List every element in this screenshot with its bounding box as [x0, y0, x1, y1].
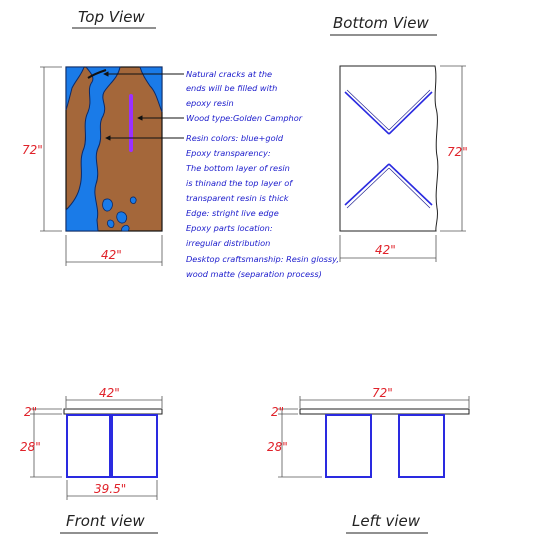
bottom-width-label: 42" — [375, 243, 396, 257]
brace-upper — [345, 90, 432, 134]
front-tabletop — [64, 409, 162, 414]
note-line: epoxy resin — [186, 98, 234, 108]
note-line: The bottom layer of resin — [186, 163, 290, 173]
top-view — [22, 8, 184, 266]
top-view-title: Top View — [78, 8, 145, 26]
note-line: Edge: stright live edge — [186, 208, 279, 218]
note-line: wood matte (separation process) — [186, 269, 322, 279]
left-view — [267, 386, 469, 533]
front-height-label: 28" — [20, 440, 41, 454]
bottom-length-label: 72" — [447, 145, 468, 159]
bottom-view — [330, 14, 468, 262]
left-leg-left — [326, 415, 371, 477]
left-leg-right — [399, 415, 444, 477]
left-view-title: Left view — [352, 512, 421, 530]
brace-lower — [345, 164, 432, 208]
top-length-label: 72" — [22, 143, 43, 157]
left-tabletop — [300, 409, 469, 414]
note-line: irregular distribution — [186, 238, 271, 248]
front-thickness-label: 2" — [24, 405, 38, 419]
front-leg-right — [112, 415, 157, 477]
left-thickness-label: 2" — [271, 405, 285, 419]
front-base-label: 39.5" — [94, 482, 127, 496]
front-width-label: 42" — [99, 386, 120, 400]
note-line: is thinand the top layer of — [186, 178, 293, 188]
front-view — [20, 386, 162, 533]
note-line: Wood type:Golden Camphor — [186, 113, 303, 123]
note-line: ends will be filled with — [186, 83, 278, 93]
front-view-title: Front view — [66, 512, 145, 530]
left-height-label: 28" — [267, 440, 288, 454]
bottom-slab — [340, 66, 438, 231]
bottom-view-title: Bottom View — [333, 14, 429, 32]
spec-notes — [186, 69, 339, 279]
note-line: Natural cracks at the — [186, 69, 273, 79]
top-width-label: 42" — [101, 248, 122, 262]
note-line: transparent resin is thick — [186, 193, 289, 203]
front-leg-left — [67, 415, 110, 477]
note-line: Resin colors: blue+gold — [186, 133, 284, 143]
note-line: Epoxy parts location: — [186, 223, 273, 233]
left-length-label: 72" — [372, 386, 393, 400]
note-line: Desktop craftsmanship: Resin glossy, — [186, 254, 339, 264]
note-line: Epoxy transparency: — [186, 148, 271, 158]
